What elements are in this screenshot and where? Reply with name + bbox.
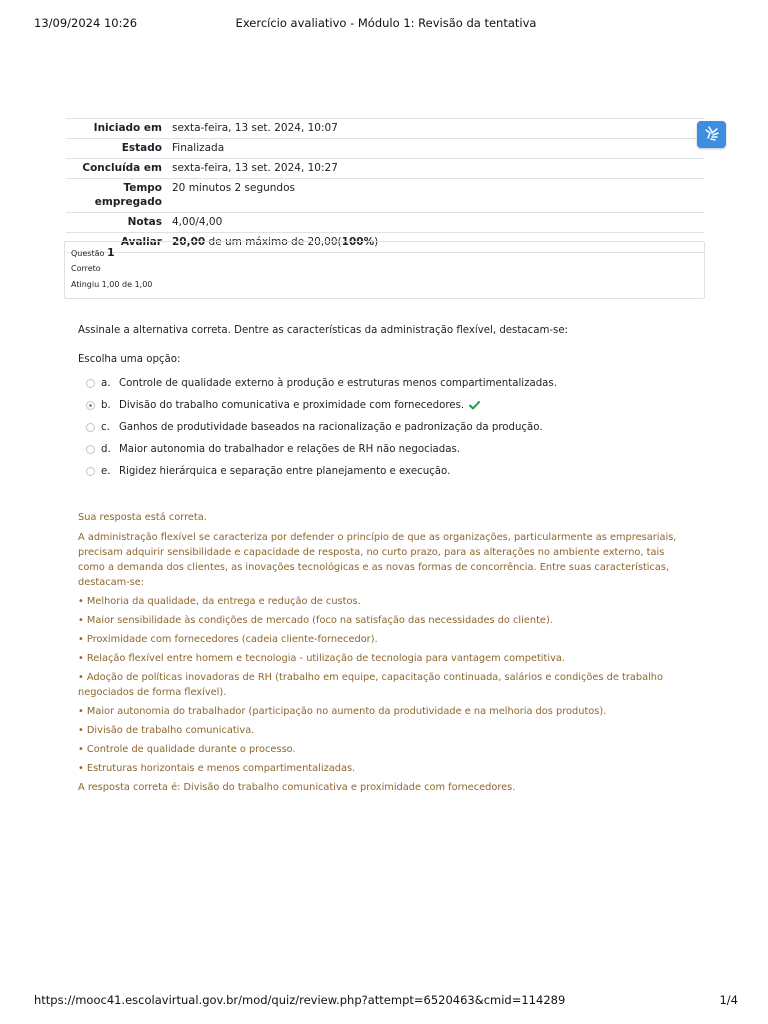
- answer-option-c[interactable]: [86, 416, 696, 438]
- radio-button[interactable]: [86, 467, 95, 476]
- radio-button[interactable]: [86, 423, 95, 432]
- grade-score: 20,00: [172, 236, 206, 248]
- question-number-value: 1: [106, 246, 115, 259]
- choose-option-label: Escolha uma opção:: [78, 354, 181, 365]
- option-letter: b.: [101, 399, 111, 411]
- option-letter: c.: [101, 421, 110, 433]
- summary-row-started: [66, 119, 704, 139]
- answer-option-d[interactable]: [86, 438, 696, 460]
- summary-value: sexta-feira, 13 set. 2024, 10:27: [166, 159, 704, 179]
- option-text: Ganhos de produtividade baseados na racionalização e padronização da produção.: [119, 421, 543, 433]
- question-number: [71, 247, 698, 260]
- grade-max-text: de um máximo de 20,00(: [205, 236, 342, 248]
- summary-label: Notas: [66, 213, 166, 233]
- question-prefix: Questão: [71, 249, 105, 258]
- summary-row-state: [66, 139, 704, 159]
- summary-row-completed: [66, 159, 704, 179]
- option-text: Controle de qualidade externo à produção e estruturas menos compartimentalizadas.: [119, 377, 557, 389]
- radio-button[interactable]: [86, 445, 95, 454]
- feedback-correct-answer: A resposta correta é: Divisão do trabalho comunicativa e proximidade com fornecedores.: [78, 782, 516, 793]
- feedback-bullet: • Relação flexível entre homem e tecnologia - utilização de tecnologia para vantagem competitiva.: [78, 653, 565, 664]
- radio-button-selected[interactable]: [86, 401, 95, 410]
- feedback-explanation: A administração flexível se caracteriza por defender o princípio de que as organizações, particularmente as empresariais, precisam adquirir sensibilidade e capacidade de resposta, no curto prazo, para as alterações no ambiente externo, tais como a demanda dos clientes, as inovações tecnológicas e as novas formas de concorrência. Entre suas características, destacam-se:: [78, 532, 677, 588]
- answer-option-e[interactable]: [86, 460, 696, 482]
- summary-row-marks: [66, 213, 704, 233]
- grade-percent: 100%: [341, 236, 375, 248]
- feedback-bullet: • Melhoria da qualidade, da entrega e redução de custos.: [78, 596, 361, 607]
- feedback-bullet: • Estruturas horizontais e menos compartimentalizadas.: [78, 763, 356, 774]
- summary-label: Concluída em: [66, 159, 166, 179]
- option-letter: e.: [101, 465, 111, 477]
- question-info-box: [64, 241, 705, 299]
- feedback-bullet: • Maior autonomia do trabalhador (participação no aumento da produtividade e na melhoria dos produtos).: [78, 706, 607, 717]
- sign-language-icon: [703, 124, 721, 146]
- summary-label: Estado: [66, 139, 166, 159]
- option-letter: a.: [101, 377, 111, 389]
- option-text: Rigidez hierárquica e separação entre planejamento e execução.: [119, 465, 451, 477]
- summary-value: 4,00/4,00: [166, 213, 704, 233]
- question-grade: Atingiu 1,00 de 1,00: [71, 280, 153, 289]
- summary-row-time-taken: [66, 179, 704, 213]
- print-url: https://mooc41.escolavirtual.gov.br/mod/quiz/review.php?attempt=6520463&cmid=114289: [34, 993, 566, 1007]
- feedback-correct-message: Sua resposta está correta.: [78, 512, 207, 523]
- question-state: Correto: [71, 264, 101, 273]
- print-datetime: 13/09/2024 10:26: [34, 16, 138, 30]
- correct-check-icon: [469, 401, 480, 410]
- summary-label: Avaliar: [66, 233, 166, 253]
- print-page-number: 1/4: [719, 993, 738, 1007]
- option-text: Maior autonomia do trabalhador e relações de RH não negociadas.: [119, 443, 461, 455]
- feedback-bullet: • Maior sensibilidade às condições de mercado (foco na satisfação das necessidades do cliente).: [78, 615, 553, 626]
- print-page-title: Exercício avaliativo - Módulo 1: Revisão da tentativa: [235, 16, 537, 30]
- summary-value: Finalizada: [166, 139, 704, 159]
- feedback-bullet: • Controle de qualidade durante o processo.: [78, 744, 296, 755]
- feedback-bullet: • Proximidade com fornecedores (cadeia cliente-fornecedor).: [78, 634, 378, 645]
- accessibility-button[interactable]: [697, 121, 726, 148]
- attempt-summary-table: [66, 118, 704, 253]
- summary-label: Tempo empregado: [66, 179, 166, 213]
- feedback-bullet: • Adoção de políticas inovadoras de RH (trabalho em equipe, capacitação continuada, salários e condições de trabalho negociados de forma flexível).: [78, 672, 664, 698]
- option-letter: d.: [101, 443, 111, 455]
- answer-option-a[interactable]: [86, 372, 696, 394]
- question-text: Assinale a alternativa correta. Dentre as características da administração flexível, destacam-se:: [78, 325, 569, 336]
- summary-value: 20 minutos 2 segundos: [166, 179, 704, 213]
- radio-button[interactable]: [86, 379, 95, 388]
- summary-value: sexta-feira, 13 set. 2024, 10:07: [166, 119, 704, 139]
- feedback-bullet: • Divisão de trabalho comunicativa.: [78, 725, 255, 736]
- grade-close-paren: ): [374, 236, 379, 248]
- answer-option-b[interactable]: [86, 394, 696, 416]
- summary-label: Iniciado em: [66, 119, 166, 139]
- feedback-panel: [78, 510, 678, 795]
- answer-options: [86, 372, 696, 482]
- option-text: Divisão do trabalho comunicativa e proximidade com fornecedores.: [119, 399, 465, 411]
